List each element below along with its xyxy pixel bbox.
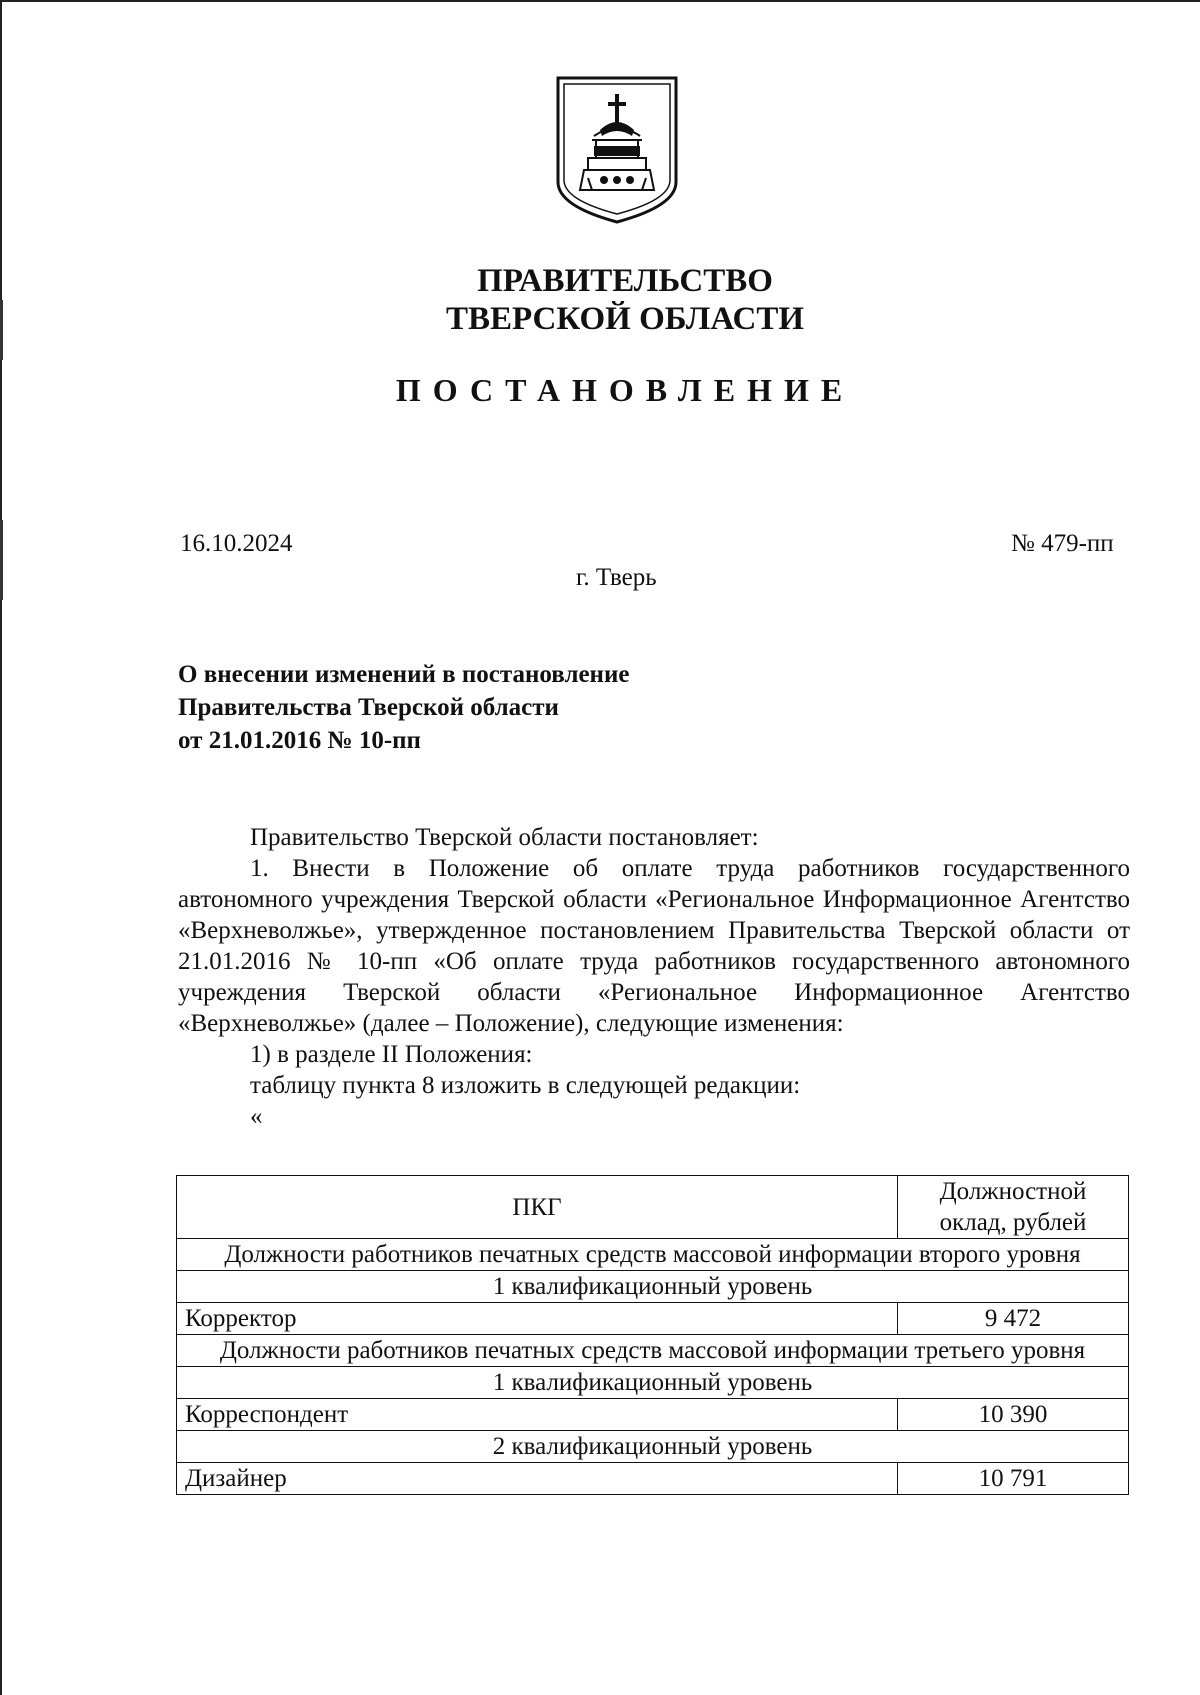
subject-line: О внесении изменений в постановление xyxy=(178,661,630,688)
table-group-row xyxy=(177,1239,1129,1271)
resolution-subitem-text: таблицу пункта 8 изложить в следующей редакции: xyxy=(250,1072,801,1099)
salary-value: 10 390 xyxy=(898,1399,1129,1431)
column-header-pkg: ПКГ xyxy=(177,1176,898,1239)
resolution-subitem: 1) в разделе II Положения: xyxy=(250,1041,533,1068)
document-subject xyxy=(178,658,629,757)
qualification-level: 2 квалификационный уровень xyxy=(177,1431,1129,1463)
qualification-level: 1 квалификационный уровень xyxy=(177,1367,1129,1399)
subject-line: от 21.01.2016 № 10-пп xyxy=(178,727,421,754)
table-row xyxy=(177,1399,1129,1431)
resolution-intro: Правительство Тверской области постановляет: xyxy=(250,824,759,851)
group-title: Должности работников печатных средств массовой информации третьего уровня xyxy=(177,1335,1129,1367)
scan-mark xyxy=(0,520,3,600)
salary-value: 10 791 xyxy=(898,1463,1129,1495)
position-name: Дизайнер xyxy=(177,1463,898,1495)
position-name: Корреспондент xyxy=(177,1399,898,1431)
table-group-row xyxy=(177,1271,1129,1303)
table-group-row xyxy=(177,1431,1129,1463)
table-group-row xyxy=(177,1367,1129,1399)
quote-open-mark: « xyxy=(250,1103,263,1130)
position-name: Корректор xyxy=(177,1303,898,1335)
table-row xyxy=(177,1463,1129,1495)
coat-of-arms-icon xyxy=(554,74,680,224)
document-body xyxy=(178,822,1130,1132)
document-date: 16.10.2024 xyxy=(180,530,293,557)
document-type: ПОСТАНОВЛЕНИЕ xyxy=(395,372,855,408)
group-title: Должности работников печатных средств массовой информации второго уровня xyxy=(177,1239,1129,1271)
government-name-line2: ТВЕРСКОЙ ОБЛАСТИ xyxy=(445,301,805,337)
scan-edge-top xyxy=(0,0,1200,2)
resolution-item-1: 1. Внести в Положение об оплате труда работников государственного автономного учреждения Тверской области «Региональное Информационное Агентство «Верхневолжье», утвержденное постановлением Правительства Тверской области от 21.01.2016 № 10-пп «Об оплате труда работников государственного автономного учреждения Тверской области «Региональное Информационное Агентство «Верхневолжье» (далее – Положение), следующие изменения: xyxy=(178,855,1130,1037)
salary-table xyxy=(176,1175,1129,1495)
table-group-row xyxy=(177,1335,1129,1367)
table-row xyxy=(177,1303,1129,1335)
document-city: г. Тверь xyxy=(576,564,657,591)
column-header-salary: Должностной оклад, рублей xyxy=(898,1176,1129,1239)
document-number: № 479-пп xyxy=(1011,530,1114,557)
subject-line: Правительства Тверской области xyxy=(178,694,559,721)
scan-edge-left xyxy=(0,0,2,1695)
government-name-line1: ПРАВИТЕЛЬСТВО xyxy=(477,263,773,299)
salary-value: 9 472 xyxy=(898,1303,1129,1335)
qualification-level: 1 квалификационный уровень xyxy=(177,1271,1129,1303)
table-header-row xyxy=(177,1176,1129,1239)
